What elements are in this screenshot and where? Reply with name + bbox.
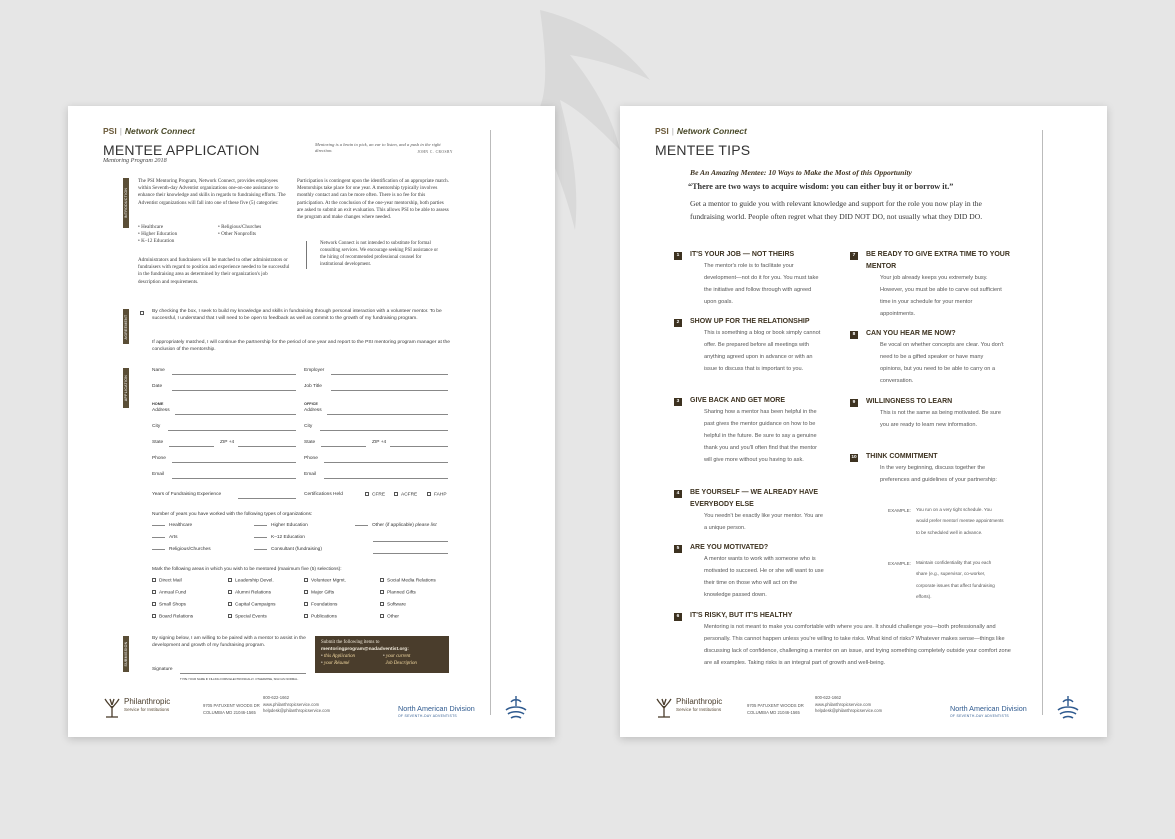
mentor-areas-heading: Mark the following areas in which you wish to be mentored (maximum five (5) selections): [152,567,342,572]
home-state-label: State [152,440,164,445]
mentor-area-label: Direct Mail [159,578,182,584]
job-title-label: Job Title [304,384,322,389]
org-subtitle: Service for Institutions [676,707,722,712]
checkbox-box[interactable] [228,590,232,594]
cert-acfre-checkbox[interactable]: ACFRE [394,492,417,497]
tip-heading: BE YOURSELF — WE ALREADY HAVE EVERYBODY ELSE [690,489,819,508]
mentor-area-label: Alumni Relations [235,590,271,596]
mentee-application-page [68,106,555,737]
org-name: Philanthropic [124,697,171,706]
name-label: Name [152,368,165,373]
home-zip-label: ZIP +4 [220,440,235,445]
checkbox-box[interactable] [380,614,384,618]
org-years-higher-ed[interactable]: Higher Education [254,523,308,528]
example-text: Maintain confidentiality that you each share (e.g., supervisor, co-worker, corporate issues that affect fundraising efforts). [916,560,995,600]
org-years-healthcare[interactable]: Healthcare [152,523,192,528]
mentor-area-checkbox[interactable] [380,602,406,607]
org-address: 9705 PATUXENT WOODS DR COLUMBIA MD 21046-1565 [203,703,260,715]
home-city-label: City [152,424,161,429]
other-org-list-line[interactable] [373,553,448,554]
checkbox-box[interactable] [380,602,384,606]
years-experience-label: Years of Fundraising Experience [152,492,222,497]
nad-subtitle: OF SEVENTH-DAY ADVENTISTS [398,714,457,718]
mentor-area-checkbox[interactable] [152,578,182,583]
mentor-area-checkbox[interactable] [304,614,337,619]
example-label: EXAMPLE: [888,561,911,566]
page-subtitle: Mentoring Program 2018 [103,157,167,164]
mentor-area-checkbox[interactable] [380,614,399,619]
mentor-area-label: Major Gifts [311,590,335,596]
home-zip-field[interactable] [238,446,296,447]
cert-cfre-checkbox[interactable]: CFRE [365,492,385,497]
brand-network-connect: Network Connect [124,126,195,136]
tip-body: Mentoring is not meant to make you comfortable with where you are. It should challenge you—both professionally and personally. This cannot happen unless you're willing to take risks. What kind of risks? Whatever makes sense—things like discussing lack of confidence, challenging a mentor on an issue, and trying something completely outside your comfort zone are all examples. Taking risks is an integral part of growth and well-being. [704,624,1011,666]
office-city-label: City [304,424,313,429]
home-address-label: Address [152,408,170,413]
tip-body: A mentor wants to work with someone who is motivated to succeed. He or she will want to use their time on those who will act on the knowledge passed down. [704,556,824,598]
mentor-area-checkbox[interactable] [152,590,186,595]
tip-heading: WILLINGNESS TO LEARN [866,398,953,405]
intro-paragraph-2: Administrators and fundraisers will be matched to other administrators or fundraisers with regard to position and experience needed to be successful in the fundraising area as determined by their organization's job description and requirements. [138,257,290,285]
tips-intro: Get a mentor to guide you with relevant knowledge and support for the role you now play in the fundraising world. People often regret what they DID NOT DO, not usually what they DID DO. [690,199,983,222]
org-address: 9705 PATUXENT WOODS DR COLUMBIA MD 21046-1565 [747,703,804,715]
consulting-note: Network Connect is not intended to substitute for formal consulting services. We encourage seeking PSI assistance or the hiring of recommended professional counsel for institutional development. [306,241,443,269]
brand-network-connect: Network Connect [676,126,747,136]
signature-note: TYPE YOUR NAME IF FILLING FORM ELECTRONICALLY. OTHERWISE, SIGN AS NORMAL. [180,677,299,681]
org-name: Philanthropic [676,697,723,706]
nad-subtitle: OF SEVENTH-DAY ADVENTISTS [950,714,1009,718]
office-state-label: State [304,440,316,445]
tip-body: The mentor's role is to facilitate your development—not do it for you. You must take the initiative and follow through with agreed upon goals. [704,263,819,305]
mentor-area-label: Capital Campaigns [235,602,276,608]
date-field[interactable] [172,390,296,391]
brand-header: PSI | Network Connect [655,126,747,136]
checkbox-box[interactable] [304,614,308,618]
nad-name: North American Division [950,704,1027,713]
home-email-field[interactable] [172,478,296,479]
tab-introduction: INTRODUCTION [123,178,129,228]
name-field[interactable] [172,374,296,375]
mentor-area-label: Planned Gifts [387,590,416,596]
agreement-checkbox[interactable] [140,311,144,315]
quote-author: JOHN C. CROSBY [417,149,453,154]
tip-body: You needn't be exactly like your mentor. You are a unique person. [704,513,824,531]
tip-body: Your job already keeps you extremely busy. However, you must be able to carve out sufficient time in your schedule for your mentor appointments. [880,275,1002,317]
signature-field[interactable] [180,673,306,674]
mentee-tips-page [620,106,1107,737]
margin-rule [1042,130,1043,715]
checkbox-box[interactable] [152,590,156,594]
office-state-field[interactable] [321,446,366,447]
tip-number-badge: 5 [674,545,682,553]
tip-number-badge: 7 [850,252,858,260]
mentor-area-label: Volunteer Mgmt. [311,578,346,584]
example-label: EXAMPLE: [888,508,911,513]
mentor-area-label: Special Events [235,614,267,620]
home-phone-label: Phone [152,456,166,461]
home-heading: HOME [152,402,164,406]
mentor-area-checkbox[interactable] [304,590,334,595]
tip-number-badge: 3 [674,398,682,406]
category-item: • K–12 Education [138,238,175,245]
example-text: You run on a very tight schedule. You would prefer mentor/ mentee appointments to be scheduled well in advance. [916,507,1004,535]
agreement-text: By checking the box, I seek to build my knowledge and skills in fundraising through personal interaction with a volunteer mentor. To be successful, I understand that I will need to be open to feedback as well as commit to the growth of my fundraising program. [152,309,442,321]
checkbox-box[interactable] [152,614,156,618]
tip-number-badge: 9 [850,399,858,407]
checkbox-box[interactable] [228,578,232,582]
mentor-area-label: Foundations [311,602,338,608]
cert-fahp-checkbox[interactable]: FAHP [427,492,447,497]
tip-body: In the very beginning, discuss together the preferences and guidelines of your partnership: [880,465,997,483]
mentor-area-label: Software [387,602,406,608]
org-years-other[interactable]: Other (if applicable) please list [355,523,437,528]
mentor-area-label: Board Relations [159,614,194,620]
tip-number-badge: 1 [674,252,682,260]
office-email-field[interactable] [324,478,448,479]
category-item: • Religious/Churches [218,224,262,230]
tip-heading: ARE YOU MOTIVATED? [690,544,769,551]
tab-agreement: AGREEMENT [123,309,129,344]
category-item: • Higher Education [138,231,178,238]
brand-psi: PSI [103,126,117,136]
employer-field[interactable] [331,374,448,375]
home-email-label: Email [152,472,164,477]
org-years-arts[interactable]: Arts [152,535,178,540]
mentor-area-checkbox[interactable] [304,602,337,607]
tip-body: Sharing how a mentor has been helpful in the past gives the mentor guidance on how to be helpful in the future. Be sure to say a genuine thank you and you'll often find that the mentor will give more without you having to ask. [704,409,818,463]
intro-paragraph-3: Participation is contingent upon the identification of an appropriate match. Mentorships take place for one year. A mentorship typically involves monthly contact and can be more often. There is no fee for this participation. At the conclusion of the one-year mentorship, both parties are asked to submit an exit evaluation. This allows PSI to be able to assess the program and make changes where needed. [297,178,449,221]
category-item: • Healthcare [138,224,164,230]
years-experience-field[interactable] [238,498,296,499]
page-title: MENTEE APPLICATION [103,142,260,158]
quote-text: Mentoring is a brain to pick, an ear to listen, and a push in the right direction. [315,142,441,154]
tip-heading: IT'S RISKY, BUT IT'S HEALTHY [690,612,793,619]
mentor-area-checkbox[interactable] [228,614,267,619]
mentor-area-label: Social Media Relations [387,578,436,584]
office-zip-field[interactable] [390,446,448,447]
tip-heading: BE READY TO GIVE EXTRA TIME TO YOUR MENTOR [866,251,1010,270]
mentor-area-label: Small Shops [159,602,186,608]
sda-logo-icon [1055,694,1081,720]
tip-number-badge: 8 [850,331,858,339]
tip-heading: GIVE BACK AND GET MORE [690,397,786,404]
checkbox-box[interactable] [380,578,384,582]
office-phone-label: Phone [304,456,318,461]
checkbox-box[interactable] [304,590,308,594]
checkbox-box[interactable] [152,602,156,606]
signature-label: Signature [152,667,173,672]
home-phone-field[interactable] [172,462,296,463]
tip-number-badge: 10 [851,455,857,460]
mentor-area-checkbox[interactable] [304,578,346,583]
mentor-area-checkbox[interactable] [228,602,276,607]
margin-rule [490,130,491,715]
tip-number-badge: 2 [674,319,682,327]
submission-statement: By signing below, I am willing to be paired with a mentor to assist in the development and growth of my fundraising program. [152,636,306,648]
org-subtitle: Service for Institutions [124,707,170,712]
date-label: Date [152,384,163,389]
other-org-list-line[interactable] [373,541,448,542]
office-address-field[interactable] [327,414,448,415]
home-state-field[interactable] [169,446,214,447]
mentor-area-checkbox[interactable] [228,590,271,595]
tip-heading: SHOW UP FOR THE RELATIONSHIP [690,318,810,325]
brand-header: PSI | Network Connect [103,126,195,136]
submit-email[interactable]: mentoringprogram@nadadventist.org: [321,646,409,652]
mentor-area-label: Annual Fund [159,590,187,596]
home-city-field[interactable] [168,430,296,431]
office-address-label: Address [304,408,322,413]
employer-label: Employer [304,368,325,373]
mentor-area-label: Other [387,614,399,620]
office-phone-field[interactable] [324,462,448,463]
tip-heading: IT'S YOUR JOB — NOT THEIRS [690,251,795,258]
checkbox-box[interactable] [228,614,232,618]
checkbox-box[interactable] [304,578,308,582]
mentor-area-checkbox[interactable] [228,578,274,583]
sda-logo-icon [503,694,529,720]
philanthropic-tree-icon [655,696,673,718]
checkbox-box[interactable] [228,602,232,606]
tips-heading: Be An Amazing Mentee: 10 Ways to Make the Most of this Opportunity [690,168,912,177]
org-years-religious[interactable]: Religious/Churches [152,547,211,552]
checkbox-box[interactable] [152,578,156,582]
org-types-heading: Number of years you have worked with the following types of organizations: [152,512,313,517]
philanthropic-tree-icon [103,696,121,718]
page-footer [655,694,1075,724]
submit-title: Submit the following items to [321,640,380,645]
intro-paragraph-1: The PSI Mentoring Program, Network Connect, provides employees within Seventh-day Adventist organizations one-on-one assistance to enhance their knowledge and skills in regards to fundraising efforts. The Adventist organizations will fall into one of these five (5) categories: [138,178,286,206]
tip-heading: CAN YOU HEAR ME NOW? [866,330,956,337]
submission-box: Submit the following items to mentoringprogram@nadadventist.org: • this Application • your current • your Résumé Job Description [315,636,449,673]
certifications-label: Certifications Held [304,492,343,497]
brand-psi: PSI [655,126,669,136]
tips-quote: “There are two ways to acquire wisdom: you can either buy it or borrow it.” [688,182,954,191]
page-title: MENTEE TIPS [655,142,751,158]
office-email-label: Email [304,472,316,477]
mentor-area-checkbox[interactable] [152,602,186,607]
org-contact: 800-622-1662 www.philanthropicservice.com helpdesk@philanthropicservice.com [815,695,883,713]
org-contact: 800-622-1662 www.philanthropicservice.com helpdesk@philanthropicservice.com [263,695,331,713]
mentor-area-checkbox[interactable] [152,614,193,619]
office-heading: OFFICE [304,402,318,406]
checkbox-box[interactable] [380,590,384,594]
page-footer [103,694,523,724]
tip-number-badge: 4 [674,490,682,498]
tip-body: This is something a blog or book simply cannot offer. Be prepared before all meetings with anything agreed upon in advance or with an issue to discuss that is important to you. [704,330,821,372]
tab-submission: SUBMISSION [123,636,129,672]
tab-application: APPLICATION [123,368,129,408]
tip-body: Be vocal on whether concepts are clear. You don't need to be a gifted speaker or have many opinions, but you need to be able to carry on a conversation. [880,342,1004,384]
job-title-field[interactable] [331,390,448,391]
org-years-consultant[interactable]: Consultant (fundraising) [254,547,322,552]
office-zip-label: ZIP +4 [372,440,387,445]
checkbox-box[interactable] [304,602,308,606]
mentor-area-checkbox[interactable] [380,578,436,583]
org-years-k12[interactable]: K–12 Education [254,535,305,540]
mentor-area-label: Leadership Devel. [235,578,274,584]
tip-number-badge: 6 [674,613,682,621]
tip-heading: THINK COMMITMENT [866,453,938,460]
mentoring-quote [315,142,455,154]
home-address-field[interactable] [175,414,296,415]
mentor-area-checkbox[interactable] [380,590,416,595]
category-item: • Other Nonprofits [218,231,257,238]
tip-body: This is not the same as being motivated. Be sure you are ready to learn new information. [880,410,1001,428]
nad-name: North American Division [398,704,475,713]
office-city-field[interactable] [320,430,448,431]
mentor-area-label: Publications [311,614,337,620]
agreement-period-text: If appropriately matched, I will continue the partnership for the period of one year and report to the PSI mentoring program manager at the conclusion of the mentorship. [152,340,450,352]
